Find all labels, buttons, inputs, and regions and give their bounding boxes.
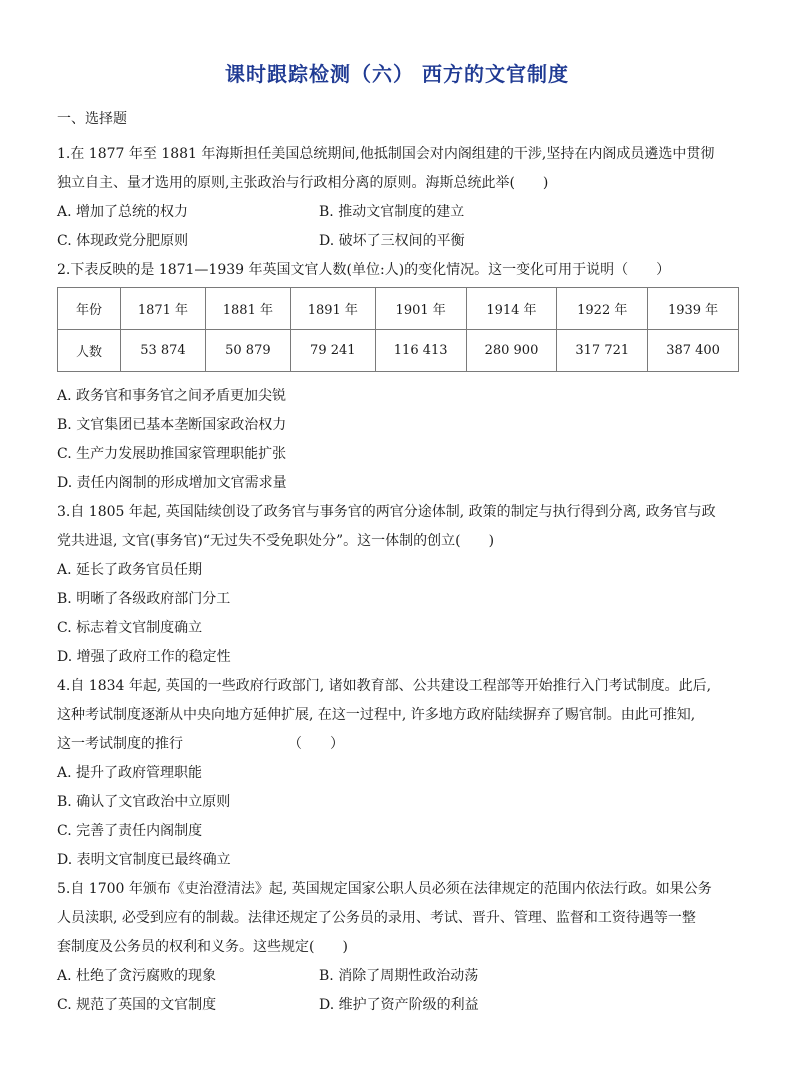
- table-cell: 50 879: [205, 330, 290, 372]
- table-cell: 387 400: [648, 330, 739, 372]
- option-c: C. 生产力发展助推国家管理职能扩张: [57, 446, 287, 462]
- option-c: C. 标志着文官制度确立: [57, 620, 203, 636]
- question-text: 3.自 1805 年起, 英国陆续创设了政务官与事务官的两官分途体制, 政策的制定与执行得到分离, 政务官与政: [57, 504, 716, 520]
- section-heading: 一、选择题: [57, 111, 127, 127]
- table-cell: 1914 年: [466, 288, 557, 330]
- option-d: D. 维护了资产阶级的利益: [319, 997, 479, 1013]
- table-cell: 年份: [58, 288, 121, 330]
- table-cell: 1901 年: [375, 288, 466, 330]
- table-cell: 1939 年: [648, 288, 739, 330]
- table-cell: 1881 年: [205, 288, 290, 330]
- table-cell: 116 413: [375, 330, 466, 372]
- table-cell: 53 874: [121, 330, 206, 372]
- question-text: 人员渎职, 必受到应有的制裁。法律还规定了公务员的录用、考试、晋升、管理、监督和工资待遇等一整: [57, 910, 696, 926]
- option-a: A. 杜绝了贪污腐败的现象: [57, 968, 217, 984]
- table-cell: 1922 年: [557, 288, 648, 330]
- option-d: D. 增强了政府工作的稳定性: [57, 649, 231, 665]
- option-c: C. 规范了英国的文官制度: [57, 997, 217, 1013]
- page-title: 课时跟踪检测（六） 西方的文官制度: [225, 62, 569, 86]
- question-text: 党共进退, 文官(事务官)“无过失不受免职处分”。这一体制的创立( ): [57, 533, 495, 549]
- question-2: [57, 256, 747, 498]
- table-row: [58, 330, 739, 372]
- option-a: A. 提升了政府管理职能: [57, 765, 203, 781]
- data-table: [57, 287, 739, 372]
- table-cell: 79 241: [290, 330, 375, 372]
- option-b: B. 明晰了各级政府部门分工: [57, 591, 231, 607]
- table-cell: 1871 年: [121, 288, 206, 330]
- table-cell: 317 721: [557, 330, 648, 372]
- question-4: [57, 672, 747, 875]
- table-cell: 280 900: [466, 330, 557, 372]
- table-cell: 人数: [58, 330, 121, 372]
- option-d: D. 表明文官制度已最终确立: [57, 852, 231, 868]
- question-3: [57, 498, 747, 672]
- table-cell: 1891 年: [290, 288, 375, 330]
- option-b: B. 文官集团已基本垄断国家政治权力: [57, 417, 287, 433]
- question-text: 套制度及公务员的权利和义务。这些规定( ): [57, 939, 348, 955]
- question-5: [57, 875, 747, 1020]
- question-1: [57, 140, 747, 256]
- option-b: B. 推动文官制度的建立: [319, 204, 465, 220]
- option-b: B. 消除了周期性政治动荡: [319, 968, 479, 984]
- option-a: A. 延长了政务官员任期: [57, 562, 203, 578]
- option-b: B. 确认了文官政治中立原则: [57, 794, 231, 810]
- question-text: 4.自 1834 年起, 英国的一些政府行政部门, 诸如教育部、公共建设工程部等开始推行入门考试制度。此后,: [57, 678, 712, 694]
- option-a: A. 增加了总统的权力: [57, 204, 189, 220]
- question-text: 5.自 1700 年颁布《吏治澄清法》起, 英国规定国家公职人员必须在法律规定的范围内依法行政。如果公务: [57, 881, 712, 897]
- option-c: C. 完善了责任内阁制度: [57, 823, 203, 839]
- question-text: 这种考试制度逐渐从中央向地方延伸扩展, 在这一过程中, 许多地方政府陆续摒弃了赐官制。由此可推知,: [57, 707, 696, 723]
- option-d: D. 破坏了三权间的平衡: [319, 233, 465, 249]
- table-header-row: [58, 288, 739, 330]
- question-text: 1.在 1877 年至 1881 年海斯担任美国总统期间,他抵制国会对内阁组建的干涉,坚持在内阁成员遴选中贯彻: [57, 146, 715, 162]
- option-a: A. 政务官和事务官之间矛盾更加尖锐: [57, 388, 287, 404]
- option-c: C. 体现政党分肥原则: [57, 233, 189, 249]
- question-text: 这一考试制度的推行 （ ）: [57, 736, 344, 752]
- question-list: [57, 140, 747, 1020]
- question-text: 独立自主、量才选用的原则,主张政治与行政相分离的原则。海斯总统此举( ): [57, 175, 549, 191]
- question-text: 2.下表反映的是 1871—1939 年英国文官人数(单位:人)的变化情况。这一变化可用于说明（ ）: [57, 262, 671, 278]
- option-d: D. 责任内阁制的形成增加文官需求量: [57, 475, 287, 491]
